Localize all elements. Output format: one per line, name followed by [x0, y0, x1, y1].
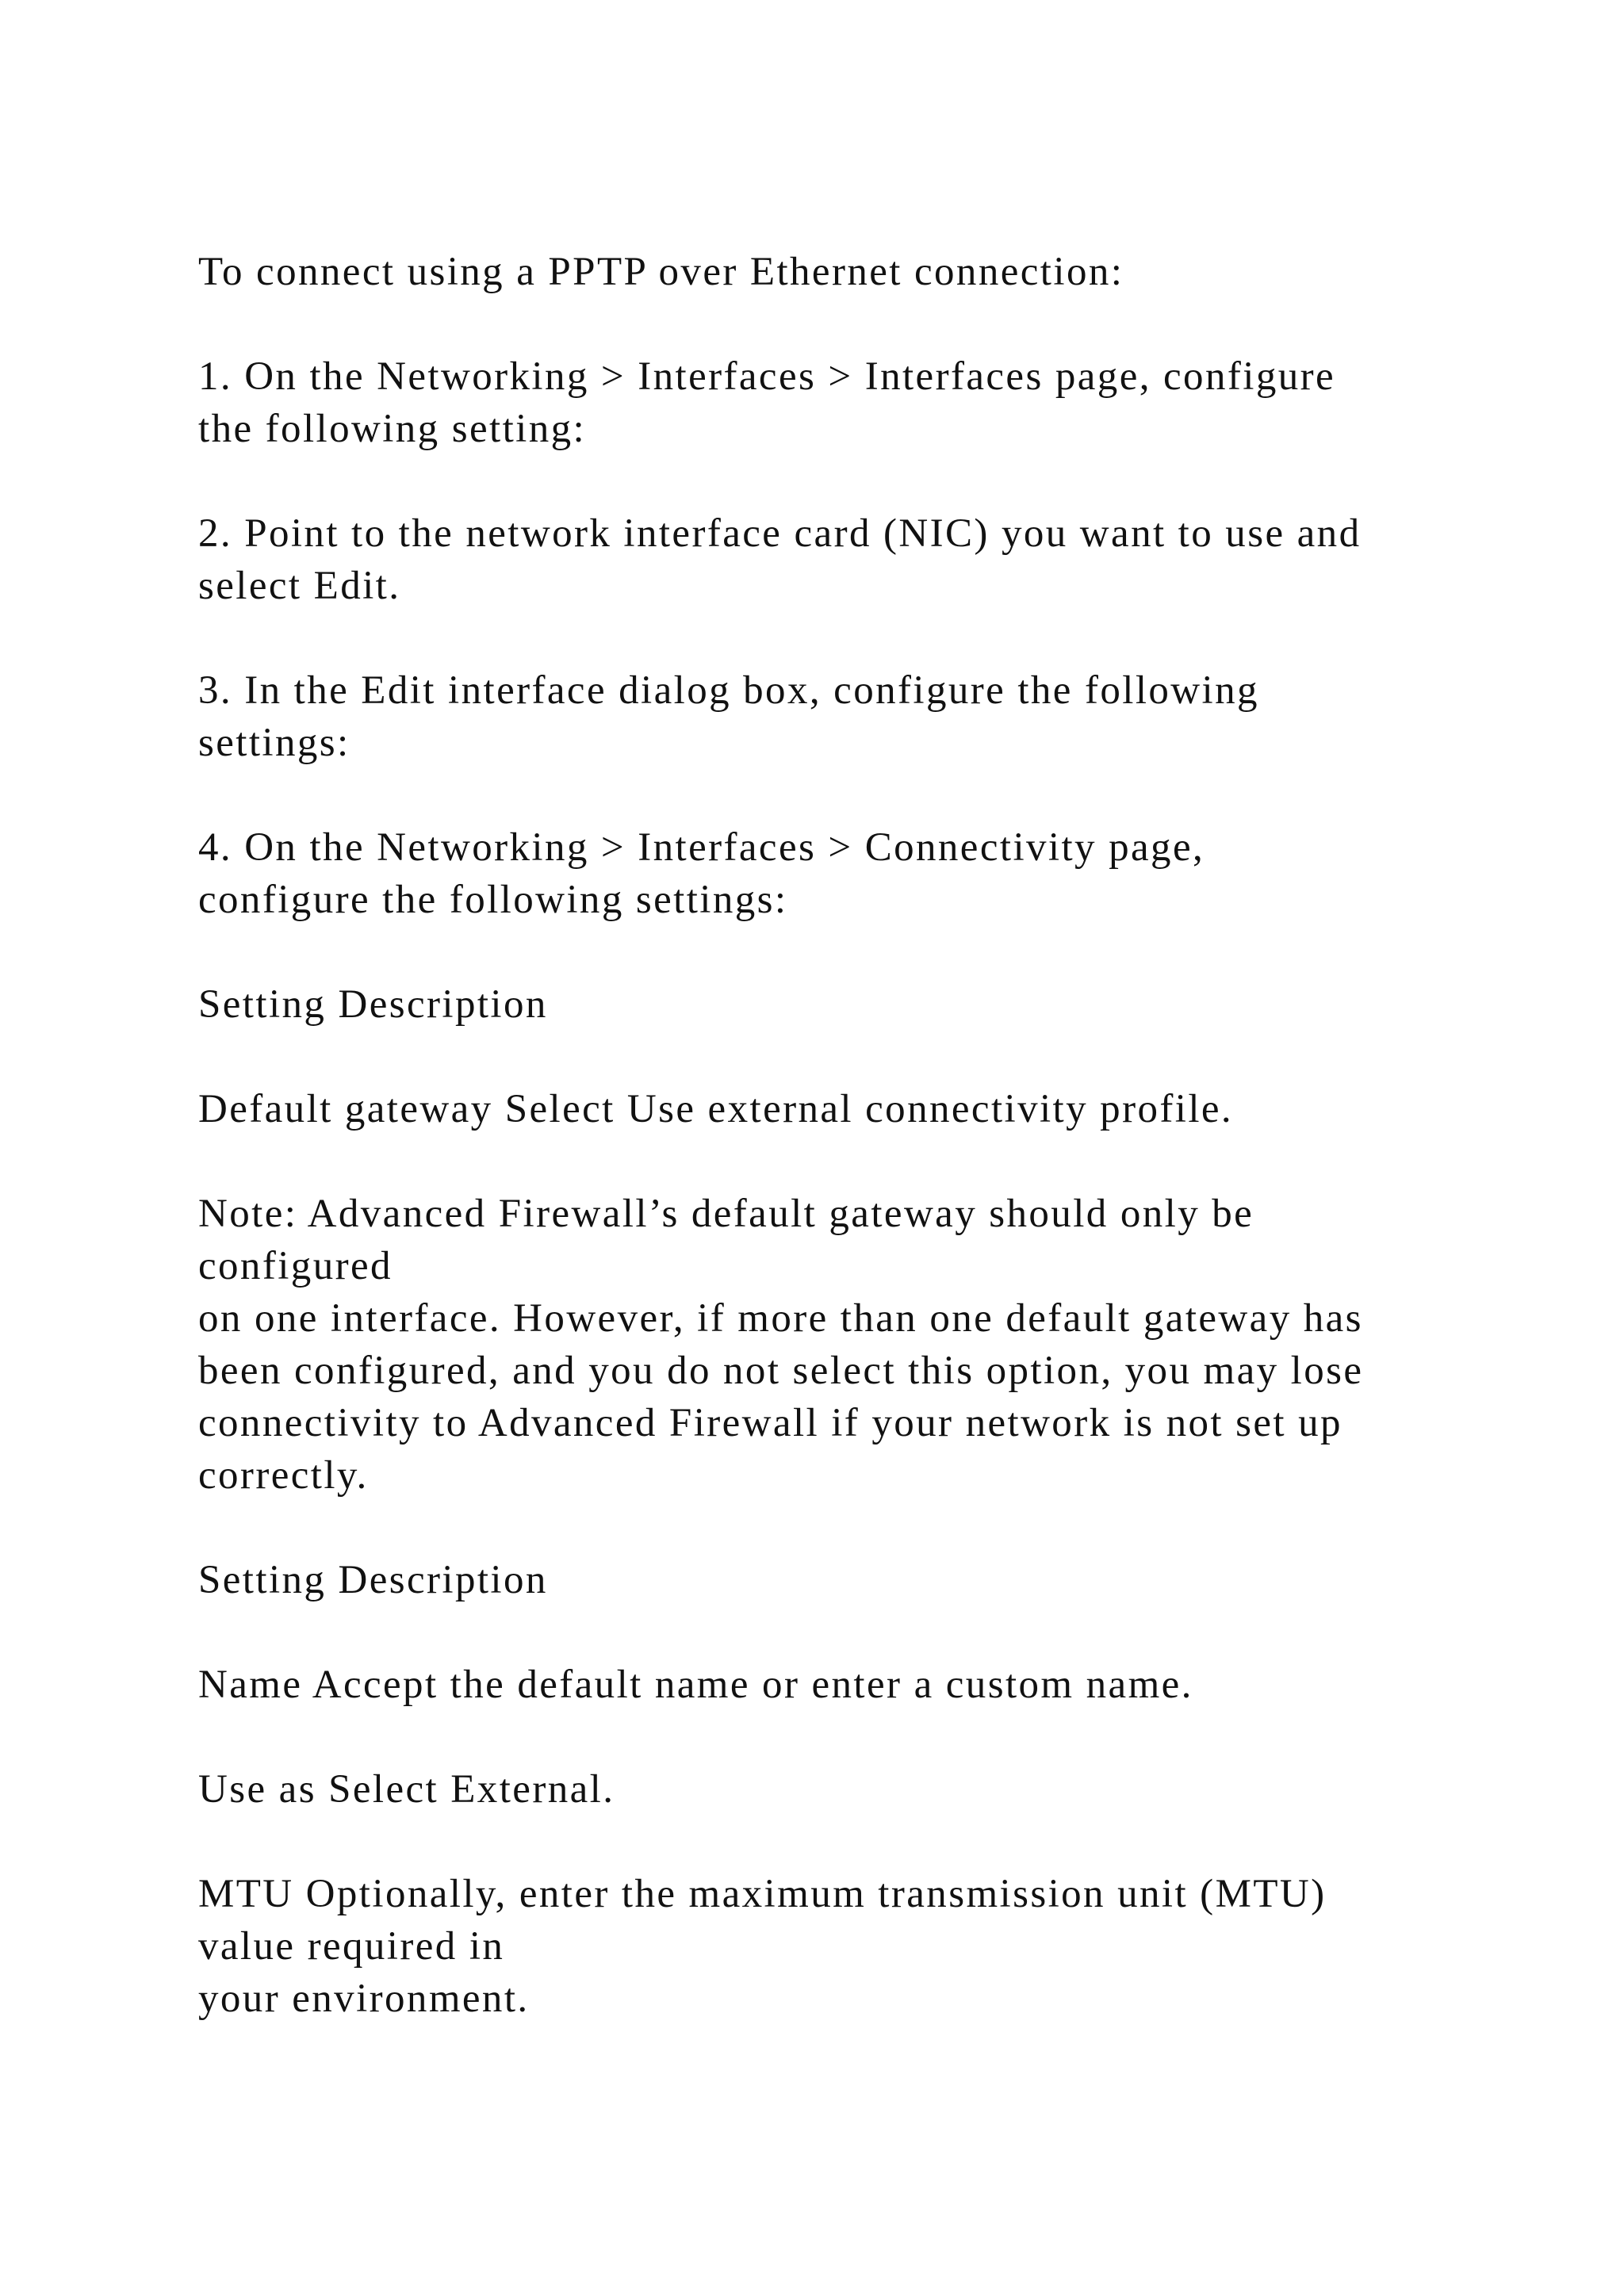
name-row-text: Name Accept the default name or enter a custom name.	[198, 1663, 1193, 1707]
table-1-header	[198, 978, 1507, 1031]
step-4-line-1: 4. On the Networking > Interfaces > Connectivity page,	[198, 825, 1205, 870]
step-2-paragraph	[198, 507, 1507, 612]
note-paragraph	[198, 1188, 1507, 1502]
step-1-line-1: 1. On the Networking > Interfaces > Interfaces page, configure	[198, 354, 1336, 399]
name-row	[198, 1659, 1507, 1711]
note-line-5: connectivity to Advanced Firewall if your network is not set up	[198, 1401, 1342, 1445]
default-gateway-text: Default gateway Select Use external connectivity profile.	[198, 1087, 1234, 1131]
intro-paragraph	[198, 246, 1507, 298]
table-2-header	[198, 1554, 1507, 1606]
use-as-row-text: Use as Select External.	[198, 1767, 615, 1812]
mtu-line-1: MTU Optionally, enter the maximum transmission unit (MTU)	[198, 1872, 1327, 1916]
note-line-3: on one interface. However, if more than one default gateway has	[198, 1296, 1363, 1341]
mtu-line-2: value required in	[198, 1924, 505, 1969]
intro-text: To connect using a PPTP over Ethernet connection:	[198, 250, 1124, 294]
mtu-line-3: your environment.	[198, 1976, 530, 2021]
step-3-paragraph	[198, 664, 1507, 769]
note-line-4: been configured, and you do not select this option, you may lose	[198, 1349, 1364, 1393]
note-line-2: configured	[198, 1244, 393, 1288]
step-2-line-2: select Edit.	[198, 564, 401, 608]
step-3-line-2: settings:	[198, 721, 350, 765]
step-1-line-2: the following setting:	[198, 407, 587, 451]
table-1-header-text: Setting Description	[198, 982, 548, 1027]
mtu-row	[198, 1868, 1507, 2025]
note-line-1: Note: Advanced Firewall’s default gateway should only be	[198, 1192, 1254, 1236]
use-as-row	[198, 1763, 1507, 1816]
document-body	[198, 246, 1507, 2077]
step-2-line-1: 2. Point to the network interface card (NIC) you want to use and	[198, 511, 1362, 556]
step-4-line-2: configure the following settings:	[198, 878, 788, 922]
step-3-line-1: 3. In the Edit interface dialog box, configure the following	[198, 668, 1259, 713]
step-4-paragraph	[198, 821, 1507, 926]
table-2-header-text: Setting Description	[198, 1558, 548, 1602]
default-gateway-row	[198, 1083, 1507, 1135]
note-line-6: correctly.	[198, 1453, 369, 1498]
step-1-paragraph	[198, 350, 1507, 455]
